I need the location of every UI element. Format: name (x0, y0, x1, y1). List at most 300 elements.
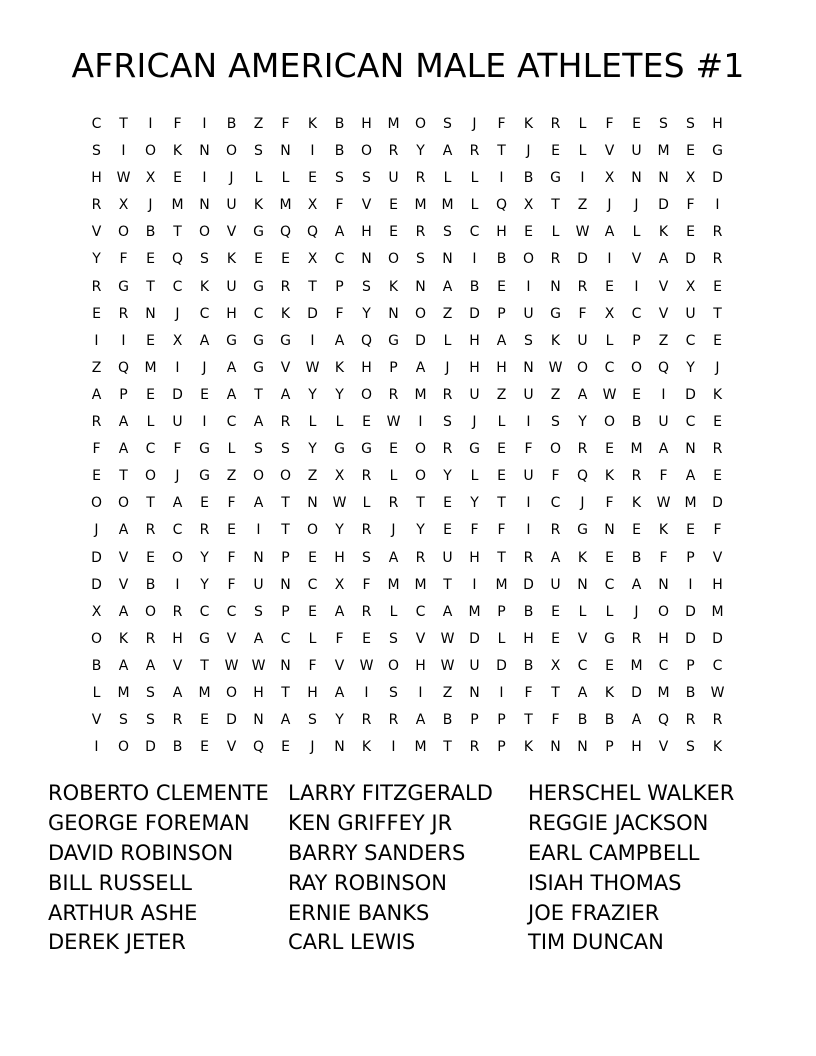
grid-letter[interactable]: G (199, 630, 210, 647)
grid-letter[interactable]: A (118, 657, 129, 674)
grid-letter[interactable]: K (307, 116, 318, 132)
grid-letter[interactable]: A (118, 603, 129, 620)
grid-letter[interactable]: G (388, 332, 399, 349)
grid-letter[interactable]: E (92, 305, 101, 322)
grid-letter[interactable]: Y (416, 143, 425, 160)
grid-letter[interactable]: W (332, 495, 347, 512)
grid-letter[interactable]: V (415, 630, 426, 647)
grid-letter[interactable]: E (146, 251, 155, 268)
grid-letter[interactable]: R (469, 143, 480, 160)
grid-letter[interactable]: G (334, 441, 345, 458)
grid-letter[interactable]: D (712, 495, 723, 512)
grid-letter[interactable]: P (335, 278, 344, 295)
grid-letter[interactable]: A (226, 386, 237, 403)
grid-letter[interactable]: E (227, 522, 236, 539)
grid-letter[interactable]: V (91, 712, 102, 729)
grid-letter[interactable]: L (497, 630, 506, 647)
grid-letter[interactable]: W (440, 657, 455, 674)
grid-letter[interactable]: A (550, 549, 561, 566)
grid-letter[interactable]: F (686, 197, 695, 214)
grid-letter[interactable]: I (175, 359, 180, 376)
grid-letter[interactable]: G (253, 332, 264, 349)
grid-letter[interactable]: V (226, 630, 237, 647)
grid-letter[interactable]: S (389, 630, 398, 647)
grid-letter[interactable]: A (577, 386, 588, 403)
grid-letter[interactable]: U (523, 386, 534, 403)
grid-letter[interactable]: L (470, 170, 479, 187)
grid-letter[interactable]: I (526, 495, 531, 512)
grid-letter[interactable]: O (414, 305, 427, 322)
grid-letter[interactable]: A (280, 712, 291, 729)
grid-letter[interactable]: U (469, 657, 480, 674)
grid-letter[interactable]: D (685, 386, 696, 403)
grid-letter[interactable]: T (119, 116, 128, 132)
grid-letter[interactable]: E (632, 522, 641, 539)
grid-letter[interactable]: L (632, 224, 641, 241)
grid-letter[interactable]: V (226, 739, 237, 756)
grid-letter[interactable]: Z (442, 684, 453, 701)
grid-letter[interactable]: O (387, 251, 400, 268)
grid-letter[interactable]: I (526, 414, 531, 431)
grid-letter[interactable]: R (685, 712, 696, 729)
grid-letter[interactable]: J (607, 197, 612, 214)
grid-letter[interactable]: V (712, 549, 723, 566)
grid-letter[interactable]: A (118, 441, 129, 458)
grid-letter[interactable]: T (281, 495, 290, 512)
grid-letter[interactable]: M (414, 576, 427, 593)
grid-letter[interactable]: I (202, 170, 207, 187)
grid-letter[interactable]: R (523, 549, 534, 566)
grid-letter[interactable]: G (604, 630, 615, 647)
grid-letter[interactable]: J (472, 116, 477, 132)
grid-letter[interactable]: O (630, 359, 643, 376)
grid-letter[interactable]: D (685, 251, 696, 268)
grid-letter[interactable]: D (145, 739, 156, 756)
grid-letter[interactable]: I (148, 116, 153, 132)
grid-letter[interactable]: B (604, 712, 615, 729)
grid-letter[interactable]: R (388, 143, 399, 160)
grid-letter[interactable]: B (685, 684, 696, 701)
grid-letter[interactable]: D (172, 386, 183, 403)
grid-letter[interactable]: R (91, 414, 102, 431)
grid-letter[interactable]: Q (657, 712, 670, 729)
grid-letter[interactable]: K (658, 224, 669, 241)
grid-letter[interactable]: U (523, 305, 534, 322)
grid-letter[interactable]: L (605, 332, 614, 349)
grid-letter[interactable]: P (632, 332, 641, 349)
grid-letter[interactable]: H (658, 630, 669, 647)
grid-letter[interactable]: N (280, 657, 291, 674)
grid-letter[interactable]: A (415, 712, 426, 729)
grid-letter[interactable]: E (551, 143, 560, 160)
grid-letter[interactable]: M (657, 143, 670, 160)
grid-letter[interactable]: K (604, 468, 615, 485)
grid-letter[interactable]: B (172, 739, 183, 756)
grid-letter[interactable]: P (497, 603, 506, 620)
grid-letter[interactable]: A (253, 495, 264, 512)
grid-letter[interactable]: K (334, 359, 345, 376)
grid-letter[interactable]: C (91, 116, 102, 132)
grid-letter[interactable]: Z (307, 468, 318, 485)
grid-letter[interactable]: X (172, 332, 183, 349)
grid-letter[interactable]: R (91, 197, 102, 214)
grid-letter[interactable]: Y (308, 386, 317, 403)
grid-letter[interactable]: I (499, 170, 504, 187)
grid-letter[interactable]: K (388, 278, 399, 295)
grid-letter[interactable]: E (686, 522, 695, 539)
grid-letter[interactable]: P (281, 549, 290, 566)
grid-letter[interactable]: Q (360, 332, 373, 349)
grid-letter[interactable]: Y (362, 305, 371, 322)
grid-letter[interactable]: F (524, 684, 533, 701)
grid-letter[interactable]: D (307, 305, 318, 322)
grid-letter[interactable]: O (279, 468, 292, 485)
grid-letter[interactable]: E (308, 170, 317, 187)
grid-letter[interactable]: Q (252, 739, 265, 756)
grid-letter[interactable]: E (281, 739, 290, 756)
grid-letter[interactable]: E (686, 143, 695, 160)
grid-letter[interactable]: N (307, 495, 318, 512)
grid-letter[interactable]: N (523, 359, 534, 376)
grid-letter[interactable]: X (307, 251, 318, 268)
grid-letter[interactable]: S (362, 278, 371, 295)
grid-letter[interactable]: R (145, 522, 156, 539)
grid-letter[interactable]: C (199, 603, 210, 620)
grid-letter[interactable]: C (226, 603, 237, 620)
grid-letter[interactable]: T (497, 549, 506, 566)
grid-letter[interactable]: M (441, 197, 454, 214)
grid-letter[interactable]: R (280, 278, 291, 295)
grid-letter[interactable]: I (472, 576, 477, 593)
grid-letter[interactable]: D (226, 712, 237, 729)
grid-letter[interactable]: I (688, 576, 693, 593)
grid-letter[interactable]: J (94, 522, 99, 539)
grid-letter[interactable]: J (310, 739, 315, 756)
grid-letter[interactable]: T (416, 495, 425, 512)
grid-letter[interactable]: J (229, 170, 234, 187)
grid-letter[interactable]: F (470, 522, 479, 539)
grid-letter[interactable]: I (94, 739, 99, 756)
grid-letter[interactable]: O (144, 143, 157, 160)
grid-letter[interactable]: O (117, 739, 130, 756)
grid-letter[interactable]: L (227, 441, 236, 458)
grid-letter[interactable]: Z (91, 359, 102, 376)
grid-letter[interactable]: J (175, 305, 180, 322)
grid-letter[interactable]: B (91, 657, 102, 674)
grid-letter[interactable]: E (605, 549, 614, 566)
grid-letter[interactable]: A (226, 359, 237, 376)
grid-letter[interactable]: E (605, 278, 614, 295)
grid-letter[interactable]: Z (442, 305, 453, 322)
grid-letter[interactable]: C (604, 359, 615, 376)
grid-letter[interactable]: F (281, 116, 290, 132)
grid-letter[interactable]: S (92, 143, 101, 160)
grid-letter[interactable]: M (684, 495, 697, 512)
grid-letter[interactable]: A (658, 441, 669, 458)
grid-letter[interactable]: C (199, 305, 210, 322)
grid-letter[interactable]: M (144, 359, 157, 376)
grid-letter[interactable]: I (526, 522, 531, 539)
grid-letter[interactable]: X (91, 603, 102, 620)
grid-letter[interactable]: L (308, 630, 317, 647)
grid-letter[interactable]: B (145, 576, 156, 593)
grid-letter[interactable]: B (469, 278, 480, 295)
grid-letter[interactable]: G (253, 224, 264, 241)
grid-letter[interactable]: E (497, 441, 506, 458)
grid-letter[interactable]: E (497, 468, 506, 485)
grid-letter[interactable]: D (415, 332, 426, 349)
grid-letter[interactable]: B (334, 116, 345, 132)
grid-letter[interactable]: E (632, 116, 641, 132)
grid-letter[interactable]: C (631, 305, 642, 322)
grid-letter[interactable]: M (387, 116, 400, 132)
grid-letter[interactable]: I (310, 332, 315, 349)
grid-letter[interactable]: E (281, 251, 290, 268)
grid-letter[interactable]: N (145, 305, 156, 322)
grid-letter[interactable]: R (469, 739, 480, 756)
grid-letter[interactable]: N (550, 739, 561, 756)
grid-letter[interactable]: R (361, 712, 372, 729)
grid-letter[interactable]: T (713, 305, 722, 322)
grid-letter[interactable]: E (443, 495, 452, 512)
grid-letter[interactable]: R (712, 441, 723, 458)
grid-letter[interactable]: R (415, 224, 426, 241)
grid-letter[interactable]: B (523, 657, 534, 674)
grid-letter[interactable]: E (524, 224, 533, 241)
grid-letter[interactable]: G (361, 441, 372, 458)
grid-letter[interactable]: Q (171, 251, 184, 268)
grid-letter[interactable]: K (226, 251, 237, 268)
grid-letter[interactable]: S (443, 116, 452, 132)
grid-letter[interactable]: I (256, 522, 261, 539)
grid-letter[interactable]: A (334, 684, 345, 701)
grid-letter[interactable]: X (523, 197, 534, 214)
grid-letter[interactable]: S (659, 116, 668, 132)
grid-letter[interactable]: X (685, 278, 696, 295)
grid-letter[interactable]: W (602, 386, 617, 403)
grid-letter[interactable]: H (307, 684, 318, 701)
grid-letter[interactable]: N (550, 278, 561, 295)
grid-letter[interactable]: D (685, 603, 696, 620)
grid-letter[interactable]: L (92, 684, 101, 701)
grid-letter[interactable]: X (118, 197, 129, 214)
grid-letter[interactable]: X (334, 576, 345, 593)
grid-letter[interactable]: N (577, 576, 588, 593)
grid-letter[interactable]: M (468, 603, 481, 620)
grid-letter[interactable]: E (389, 197, 398, 214)
grid-letter[interactable]: M (495, 576, 508, 593)
grid-letter[interactable]: A (172, 684, 183, 701)
grid-letter[interactable]: T (119, 468, 128, 485)
grid-letter[interactable]: T (281, 522, 290, 539)
grid-letter[interactable]: E (308, 603, 317, 620)
grid-letter[interactable]: O (387, 657, 400, 674)
grid-letter[interactable]: I (607, 251, 612, 268)
grid-letter[interactable]: F (227, 495, 236, 512)
grid-letter[interactable]: T (146, 278, 155, 295)
grid-letter[interactable]: F (308, 657, 317, 674)
grid-letter[interactable]: O (90, 495, 103, 512)
grid-letter[interactable]: I (715, 197, 720, 214)
grid-letter[interactable]: I (310, 143, 315, 160)
grid-letter[interactable]: H (361, 116, 372, 132)
grid-letter[interactable]: R (712, 224, 723, 241)
grid-letter[interactable]: F (578, 305, 587, 322)
grid-letter[interactable]: I (175, 576, 180, 593)
grid-letter[interactable]: U (172, 414, 183, 431)
grid-letter[interactable]: A (334, 224, 345, 241)
grid-letter[interactable]: Q (495, 197, 508, 214)
grid-letter[interactable]: J (202, 359, 207, 376)
grid-letter[interactable]: A (496, 332, 507, 349)
grid-letter[interactable]: W (575, 224, 590, 241)
grid-letter[interactable]: K (550, 332, 561, 349)
grid-letter[interactable]: R (442, 441, 453, 458)
grid-letter[interactable]: A (334, 603, 345, 620)
grid-letter[interactable]: F (551, 712, 560, 729)
grid-letter[interactable]: T (146, 495, 155, 512)
grid-letter[interactable]: Z (226, 468, 237, 485)
grid-letter[interactable]: N (577, 739, 588, 756)
grid-letter[interactable]: E (308, 549, 317, 566)
grid-letter[interactable]: K (604, 684, 615, 701)
grid-letter[interactable]: R (442, 386, 453, 403)
grid-letter[interactable]: G (253, 278, 264, 295)
grid-letter[interactable]: Z (577, 197, 588, 214)
grid-letter[interactable]: A (145, 657, 156, 674)
grid-letter[interactable]: O (414, 468, 427, 485)
grid-letter[interactable]: J (472, 414, 477, 431)
grid-letter[interactable]: E (200, 386, 209, 403)
grid-letter[interactable]: M (630, 657, 643, 674)
grid-letter[interactable]: B (442, 712, 453, 729)
grid-letter[interactable]: U (658, 414, 669, 431)
grid-letter[interactable]: L (335, 414, 344, 431)
grid-letter[interactable]: T (254, 386, 263, 403)
grid-letter[interactable]: I (526, 278, 531, 295)
grid-letter[interactable]: Q (576, 468, 589, 485)
grid-letter[interactable]: I (580, 170, 585, 187)
grid-letter[interactable]: I (94, 332, 99, 349)
grid-letter[interactable]: S (416, 251, 425, 268)
grid-letter[interactable]: J (634, 197, 639, 214)
grid-letter[interactable]: T (497, 495, 506, 512)
grid-letter[interactable]: D (523, 576, 534, 593)
grid-letter[interactable]: Q (117, 359, 130, 376)
grid-letter[interactable]: N (280, 143, 291, 160)
grid-letter[interactable]: S (443, 414, 452, 431)
grid-letter[interactable]: U (388, 170, 399, 187)
grid-letter[interactable]: L (389, 468, 398, 485)
grid-letter[interactable]: F (173, 116, 182, 132)
grid-letter[interactable]: W (305, 359, 320, 376)
grid-letter[interactable]: E (605, 441, 614, 458)
grid-letter[interactable]: H (712, 116, 723, 132)
grid-letter[interactable]: J (391, 522, 396, 539)
grid-letter[interactable]: H (226, 305, 237, 322)
grid-letter[interactable]: D (91, 549, 102, 566)
grid-letter[interactable]: E (713, 278, 722, 295)
grid-letter[interactable]: E (605, 657, 614, 674)
grid-letter[interactable]: V (280, 359, 291, 376)
grid-letter[interactable]: O (171, 549, 184, 566)
grid-letter[interactable]: I (202, 116, 207, 132)
grid-letter[interactable]: H (469, 359, 480, 376)
grid-letter[interactable]: L (362, 495, 371, 512)
grid-letter[interactable]: R (577, 441, 588, 458)
grid-letter[interactable]: L (254, 170, 263, 187)
grid-letter[interactable]: R (280, 414, 291, 431)
grid-letter[interactable]: K (523, 116, 534, 132)
grid-letter[interactable]: N (469, 684, 480, 701)
grid-letter[interactable]: V (226, 224, 237, 241)
grid-letter[interactable]: F (335, 630, 344, 647)
grid-letter[interactable]: N (199, 197, 210, 214)
grid-letter[interactable]: D (91, 576, 102, 593)
grid-letter[interactable]: R (712, 712, 723, 729)
grid-letter[interactable]: E (551, 603, 560, 620)
grid-letter[interactable]: X (604, 305, 615, 322)
grid-letter[interactable]: R (361, 603, 372, 620)
grid-letter[interactable]: A (631, 576, 642, 593)
grid-letter[interactable]: R (388, 712, 399, 729)
grid-letter[interactable]: C (334, 251, 345, 268)
grid-letter[interactable]: J (634, 603, 639, 620)
grid-letter[interactable]: T (173, 224, 182, 241)
grid-letter[interactable]: A (604, 224, 615, 241)
grid-letter[interactable]: N (253, 712, 264, 729)
grid-letter[interactable]: H (631, 739, 642, 756)
grid-letter[interactable]: A (199, 332, 210, 349)
grid-letter[interactable]: R (550, 116, 561, 132)
grid-letter[interactable]: F (335, 197, 344, 214)
grid-letter[interactable]: O (225, 143, 238, 160)
grid-letter[interactable]: O (360, 143, 373, 160)
grid-letter[interactable]: A (415, 359, 426, 376)
grid-letter[interactable]: O (414, 116, 427, 132)
grid-letter[interactable]: S (254, 143, 263, 160)
grid-letter[interactable]: A (118, 414, 129, 431)
grid-letter[interactable]: L (497, 414, 506, 431)
grid-letter[interactable]: W (251, 657, 266, 674)
grid-letter[interactable]: L (578, 603, 587, 620)
grid-letter[interactable]: N (658, 170, 669, 187)
grid-letter[interactable]: G (550, 305, 561, 322)
grid-letter[interactable]: C (172, 522, 183, 539)
grid-letter[interactable]: G (469, 441, 480, 458)
grid-letter[interactable]: K (280, 305, 291, 322)
grid-letter[interactable]: H (469, 549, 480, 566)
grid-letter[interactable]: B (334, 143, 345, 160)
grid-letter[interactable]: Z (496, 386, 507, 403)
grid-letter[interactable]: Y (335, 522, 344, 539)
grid-letter[interactable]: T (281, 684, 290, 701)
grid-letter[interactable]: O (549, 441, 562, 458)
grid-letter[interactable]: C (469, 224, 480, 241)
grid-letter[interactable]: M (657, 684, 670, 701)
grid-letter[interactable]: U (253, 576, 264, 593)
grid-letter[interactable]: P (686, 657, 695, 674)
grid-letter[interactable]: H (361, 224, 372, 241)
grid-letter[interactable]: B (523, 170, 534, 187)
grid-letter[interactable]: E (686, 224, 695, 241)
grid-letter[interactable]: O (117, 495, 130, 512)
grid-letter[interactable]: R (712, 251, 723, 268)
grid-letter[interactable]: L (146, 414, 155, 431)
grid-letter[interactable]: E (92, 468, 101, 485)
grid-letter[interactable]: C (577, 657, 588, 674)
grid-letter[interactable]: O (414, 441, 427, 458)
